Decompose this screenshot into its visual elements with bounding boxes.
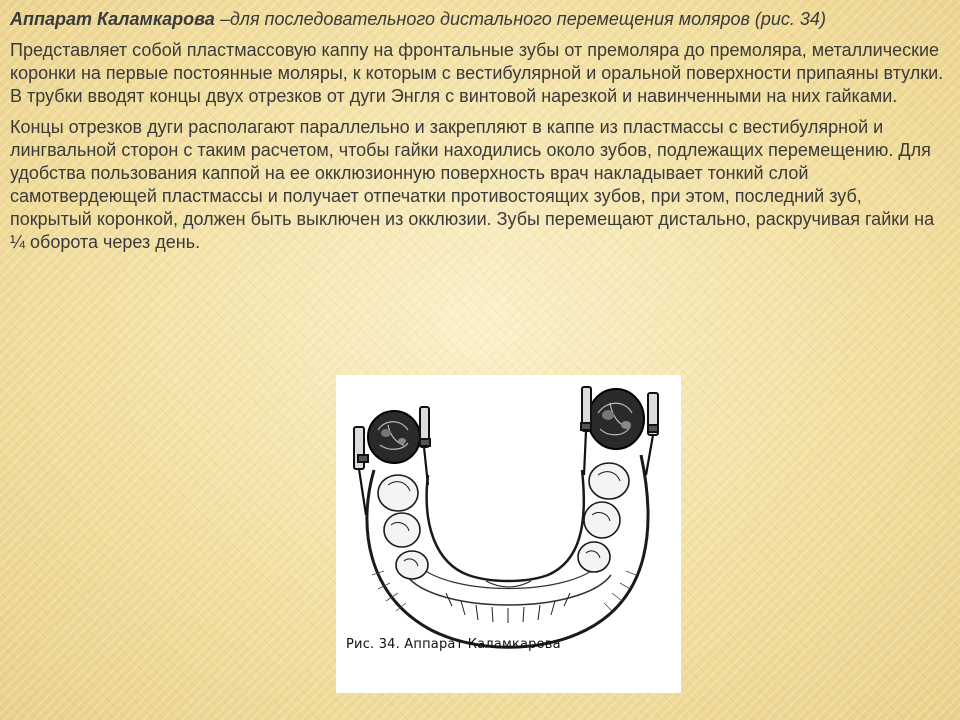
figure-caption: Рис. 34. Аппарат Каламкарова <box>346 637 561 652</box>
slide-text-body <box>10 8 946 262</box>
right-teeth <box>578 463 629 572</box>
appliance-name: Аппарат Каламкарова <box>10 9 215 29</box>
procedure-paragraph: Концы отрезков дуги располагают параллельно и закрепляют в каппе из пластмассы с вестибулярной и лингвальной сторон с таким расчетом, чтобы гайки находились около зубов, подлежащих перемещению. Для удобства пользования каппой на ее окклюзионную поверхность врач накладывает тонкий слой самотвердеющей пластмассы и получает отпечатки противостоящих зубов, при этом, последний зуб, покрытый коронкой, должен быть выключен из окклюзии. Зубы перемещают дистально, раскручивая гайки на ¼ оборота через день. <box>10 117 935 252</box>
intro-paragraph <box>10 8 946 31</box>
plastic-splint-band <box>406 575 611 605</box>
right-molar-crown <box>588 389 644 449</box>
appliance-purpose: –для последовательного дистального перемещения моляров (рис. 34) <box>214 9 826 29</box>
left-teeth <box>378 475 428 579</box>
left-molar-crown <box>368 411 420 463</box>
description-paragraph: Представляет собой пластмассовую каппу на фронтальные зубы от премоляра до премоляра, металлические коронки на первые постоянные моляры, к которым с вестибулярной и оральной поверхности припаяны втулки. В трубки вводят концы двух отрезков от дуги Энгля с винтовой нарезкой и навинченными на них гайками. <box>10 40 944 106</box>
arch-inner-outline <box>427 470 584 581</box>
appliance-figure <box>336 375 681 693</box>
